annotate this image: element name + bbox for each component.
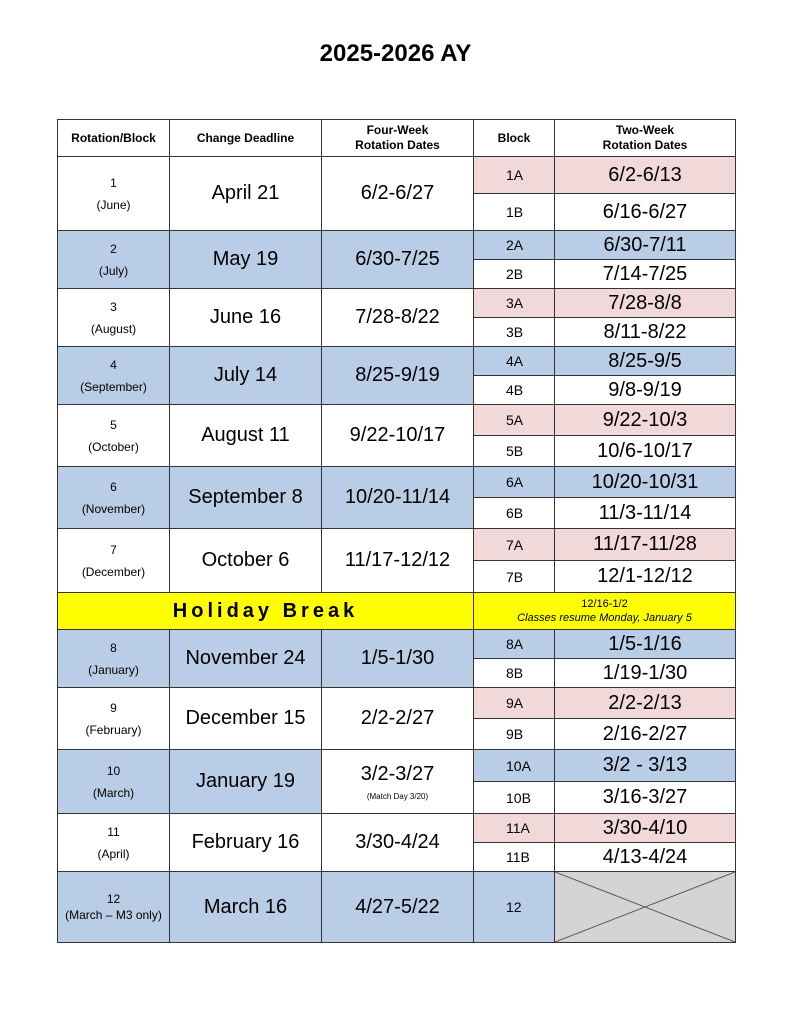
two-week-cell: 2/16-2/27 bbox=[555, 719, 736, 750]
block-cell: 10A bbox=[474, 750, 555, 782]
block-cell: 11B bbox=[474, 843, 555, 872]
two-week-cell: 6/30-7/11 bbox=[555, 231, 736, 260]
deadline-cell: April 21 bbox=[170, 157, 322, 231]
header-deadline: Change Deadline bbox=[170, 120, 322, 157]
table-row bbox=[58, 467, 736, 498]
block-cell: 1B bbox=[474, 194, 555, 231]
header-block: Block bbox=[474, 120, 555, 157]
two-week-cell: 4/13-4/24 bbox=[555, 843, 736, 872]
two-week-cell: 8/25-9/5 bbox=[555, 347, 736, 376]
deadline-cell: December 15 bbox=[170, 688, 322, 750]
block-cell: 5B bbox=[474, 436, 555, 467]
block-cell: 7B bbox=[474, 561, 555, 593]
deadline-cell: February 16 bbox=[170, 814, 322, 872]
four-week-cell: 11/17-12/12 bbox=[322, 529, 474, 593]
block-cell: 7A bbox=[474, 529, 555, 561]
block-cell: 6A bbox=[474, 467, 555, 498]
header-two-week: Two-Week Rotation Dates bbox=[555, 120, 736, 157]
deadline-cell: November 24 bbox=[170, 630, 322, 688]
four-week-cell: 3/30-4/24 bbox=[322, 814, 474, 872]
two-week-cell: 9/22-10/3 bbox=[555, 405, 736, 436]
deadline-cell: June 16 bbox=[170, 289, 322, 347]
table-row bbox=[58, 347, 736, 376]
page-title: 2025-2026 AY bbox=[319, 40, 472, 67]
rotation-cell: 2 (July) bbox=[58, 231, 170, 289]
block-cell: 9A bbox=[474, 688, 555, 719]
four-week-cell: 1/5-1/30 bbox=[322, 630, 474, 688]
block-cell: 1A bbox=[474, 157, 555, 194]
holiday-label: Holiday Break bbox=[58, 593, 474, 630]
block-cell: 9B bbox=[474, 719, 555, 750]
deadline-cell: September 8 bbox=[170, 467, 322, 529]
rotation-cell: 7 (December) bbox=[58, 529, 170, 593]
table-row bbox=[58, 289, 736, 318]
two-week-cell: 11/17-11/28 bbox=[555, 529, 736, 561]
two-week-cell: 11/3-11/14 bbox=[555, 498, 736, 529]
rotation-cell: 4 (September) bbox=[58, 347, 170, 405]
header-rotation: Rotation/Block bbox=[58, 120, 170, 157]
table-row bbox=[58, 529, 736, 561]
deadline-cell: May 19 bbox=[170, 231, 322, 289]
deadline-cell: July 14 bbox=[170, 347, 322, 405]
rotation-cell: 8 (January) bbox=[58, 630, 170, 688]
table-row bbox=[58, 405, 736, 436]
table-row bbox=[58, 814, 736, 843]
table-row bbox=[58, 750, 736, 782]
four-week-cell: 10/20-11/14 bbox=[322, 467, 474, 529]
two-week-cell: 3/16-3/27 bbox=[555, 782, 736, 814]
block-cell: 2A bbox=[474, 231, 555, 260]
block-cell: 3B bbox=[474, 318, 555, 347]
holiday-dates: 12/16-1/2 Classes resume Monday, January 5 bbox=[474, 593, 736, 630]
two-week-cell: 6/2-6/13 bbox=[555, 157, 736, 194]
holiday-row bbox=[58, 593, 736, 630]
table-row bbox=[58, 630, 736, 659]
deadline-cell: October 6 bbox=[170, 529, 322, 593]
two-week-cell: 2/2-2/13 bbox=[555, 688, 736, 719]
table-row bbox=[58, 157, 736, 194]
rotation-cell: 6 (November) bbox=[58, 467, 170, 529]
four-week-cell: 3/2-3/27 (Match Day 3/20) bbox=[322, 750, 474, 814]
four-week-cell: 7/28-8/22 bbox=[322, 289, 474, 347]
two-week-cell: 10/6-10/17 bbox=[555, 436, 736, 467]
header-four-week: Four-Week Rotation Dates bbox=[322, 120, 474, 157]
two-week-cell: 3/2 - 3/13 bbox=[555, 750, 736, 782]
four-week-cell: 6/2-6/27 bbox=[322, 157, 474, 231]
cross-out-icon bbox=[555, 872, 735, 942]
block-cell: 5A bbox=[474, 405, 555, 436]
table-row bbox=[58, 688, 736, 719]
two-week-cell: 9/8-9/19 bbox=[555, 376, 736, 405]
rotation-cell: 11 (April) bbox=[58, 814, 170, 872]
two-week-cell: 6/16-6/27 bbox=[555, 194, 736, 231]
block-cell: 2B bbox=[474, 260, 555, 289]
four-week-cell: 2/2-2/27 bbox=[322, 688, 474, 750]
block-cell: 3A bbox=[474, 289, 555, 318]
two-week-cell: 7/14-7/25 bbox=[555, 260, 736, 289]
two-week-cell: 12/1-12/12 bbox=[555, 561, 736, 593]
deadline-cell: August 11 bbox=[170, 405, 322, 467]
four-week-cell: 8/25-9/19 bbox=[322, 347, 474, 405]
four-week-cell: 4/27-5/22 bbox=[322, 872, 474, 943]
deadline-cell: March 16 bbox=[170, 872, 322, 943]
rotation-cell: 10 (March) bbox=[58, 750, 170, 814]
block-cell: 10B bbox=[474, 782, 555, 814]
rotation-cell: 1 (June) bbox=[58, 157, 170, 231]
two-week-cell: 10/20-10/31 bbox=[555, 467, 736, 498]
two-week-cell: 8/11-8/22 bbox=[555, 318, 736, 347]
four-week-cell: 9/22-10/17 bbox=[322, 405, 474, 467]
header-row bbox=[58, 120, 736, 157]
two-week-cell: 1/19-1/30 bbox=[555, 659, 736, 688]
four-week-cell: 6/30-7/25 bbox=[322, 231, 474, 289]
rotation-cell: 9 (February) bbox=[58, 688, 170, 750]
two-week-cell: 3/30-4/10 bbox=[555, 814, 736, 843]
rotation-cell: 12 (March – M3 only) bbox=[58, 872, 170, 943]
block-cell: 4B bbox=[474, 376, 555, 405]
table-row bbox=[58, 872, 736, 943]
block-cell: 4A bbox=[474, 347, 555, 376]
match-day-note: (Match Day 3/20) bbox=[366, 791, 429, 801]
block-cell: 8A bbox=[474, 630, 555, 659]
deadline-cell: January 19 bbox=[170, 750, 322, 814]
two-week-cell: 1/5-1/16 bbox=[555, 630, 736, 659]
two-week-cell: 7/28-8/8 bbox=[555, 289, 736, 318]
rotation-schedule-table bbox=[57, 119, 736, 943]
table-row bbox=[58, 231, 736, 260]
rotation-cell: 3 (August) bbox=[58, 289, 170, 347]
block-cell: 11A bbox=[474, 814, 555, 843]
empty-crossed-cell bbox=[555, 872, 736, 943]
block-cell: 8B bbox=[474, 659, 555, 688]
block-cell: 12 bbox=[474, 872, 555, 943]
block-cell: 6B bbox=[474, 498, 555, 529]
rotation-cell: 5 (October) bbox=[58, 405, 170, 467]
